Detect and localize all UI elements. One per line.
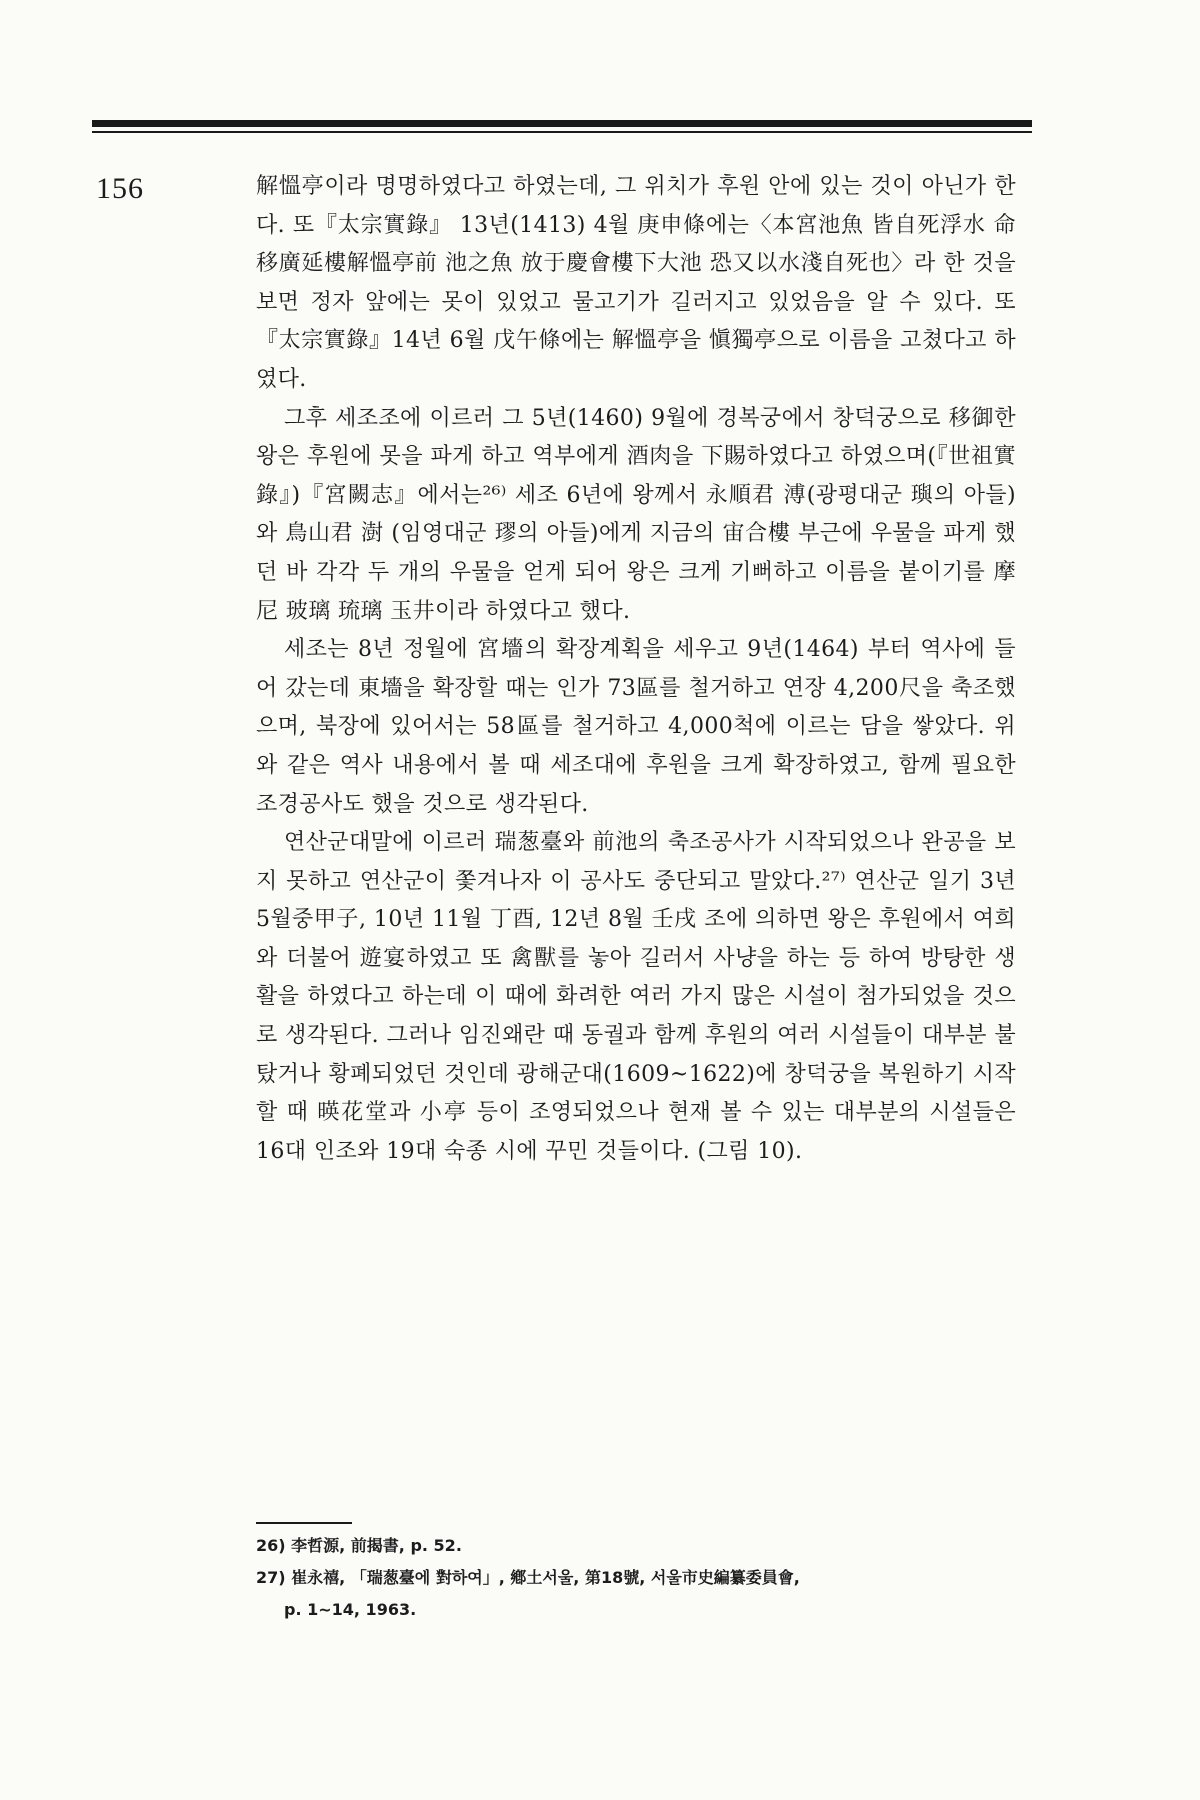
paragraph-3: 세조는 8년 정월에 宮墻의 확장계획을 세우고 9년(1464) 부터 역사에 들어 갔는데 東墻을 확장할 때는 인가 73區를 철거하고 연장 4,200尺을 축조했으며, 북장에 있어서는 58區를 철거하고 4,000척에 이르는 담을 쌓았다. 위와 같은 역사 내용에서 볼 때 세조대에 후원을 크게 확장하였고, 함께 필요한 조경공사도 했을 것으로 생각된다. [256, 637, 1016, 817]
paragraph-4: 연산군대말에 이르러 瑞葱臺와 前池의 축조공사가 시작되었으나 완공을 보지 못하고 연산군이 쫓겨나자 이 공사도 중단되고 말았다.²⁷⁾ 연산군 일기 3년 5월중甲子, 10년 11월 丁酉, 12년 8월 壬戌 조에 의하면 왕은 후원에서 여희와 더불어 遊宴하였고 또 禽獸를 놓아 길러서 사냥을 하는 등 하여 방탕한 생활을 하였다고 하는데 이 때에 화려한 여러 가지 많은 시설이 첨가되었을 것으로 생각된다. 그러나 임진왜란 때 동궐과 함께 후원의 여러 시설들이 대부분 불탔거나 황폐되었던 것인데 광해군대(1609~1622)에 창덕궁을 복원하기 시작할 때 暎花堂과 小亭 등이 조영되었으나 현재 볼 수 있는 대부분의 시설들은 16대 인조와 19대 숙종 시에 꾸민 것들이다. (그림 10). [256, 830, 1016, 1164]
paragraph-2: 그후 세조조에 이르러 그 5년(1460) 9월에 경복궁에서 창덕궁으로 移御한 왕은 후원에 못을 파게 하고 역부에게 酒肉을 下賜하였다고 하였으며(『世祖實錄』)『宮闕志』에서는²⁶⁾ 세조 6년에 왕께서 永順君 溥(광평대군 璵의 아들)와 鳥山君 澍 (임영대군 璆의 아들)에게 지금의 宙合樓 부근에 우물을 파게 했던 바 각각 두 개의 우물을 얻게 되어 왕은 크게 기뻐하고 이름을 붙이기를 摩尼 玻璃 琉璃 玉井이라 하였다고 했다. [256, 405, 1016, 624]
body-text [256, 168, 1016, 1171]
page-number: 156 [96, 172, 144, 205]
footnotes [256, 1530, 1016, 1626]
footnote-rule [256, 1522, 352, 1524]
header-rule-thin [92, 131, 1032, 133]
paragraph-1: 解慍亭이라 명명하였다고 하였는데, 그 위치가 후원 안에 있는 것이 아닌가 한다. 또『太宗實錄』 13년(1413) 4월 庚申條에는〈本宮池魚 皆自死浮水 命移廣延樓解慍亭前 池之魚 放于慶會樓下大池 恐又以水淺自死也〉라 한 것을 보면 정자 앞에는 못이 있었고 물고기가 길러지고 있었음을 알 수 있다. 또『太宗實錄』14년 6월 戊午條에는 解慍亭을 愼獨亭으로 이름을 고쳤다고 하였다. [256, 174, 1016, 392]
footnote-26: 26) 李哲源, 前揭書, p. 52. [256, 1536, 462, 1555]
footnote-27-continued: p. 1~14, 1963. [284, 1600, 417, 1619]
header-rule-thick [92, 120, 1032, 127]
footnote-27: 27) 崔永禧, 「瑞葱臺에 對하여」, 鄕土서울, 第18號, 서울市史編纂委員會, [256, 1568, 800, 1587]
